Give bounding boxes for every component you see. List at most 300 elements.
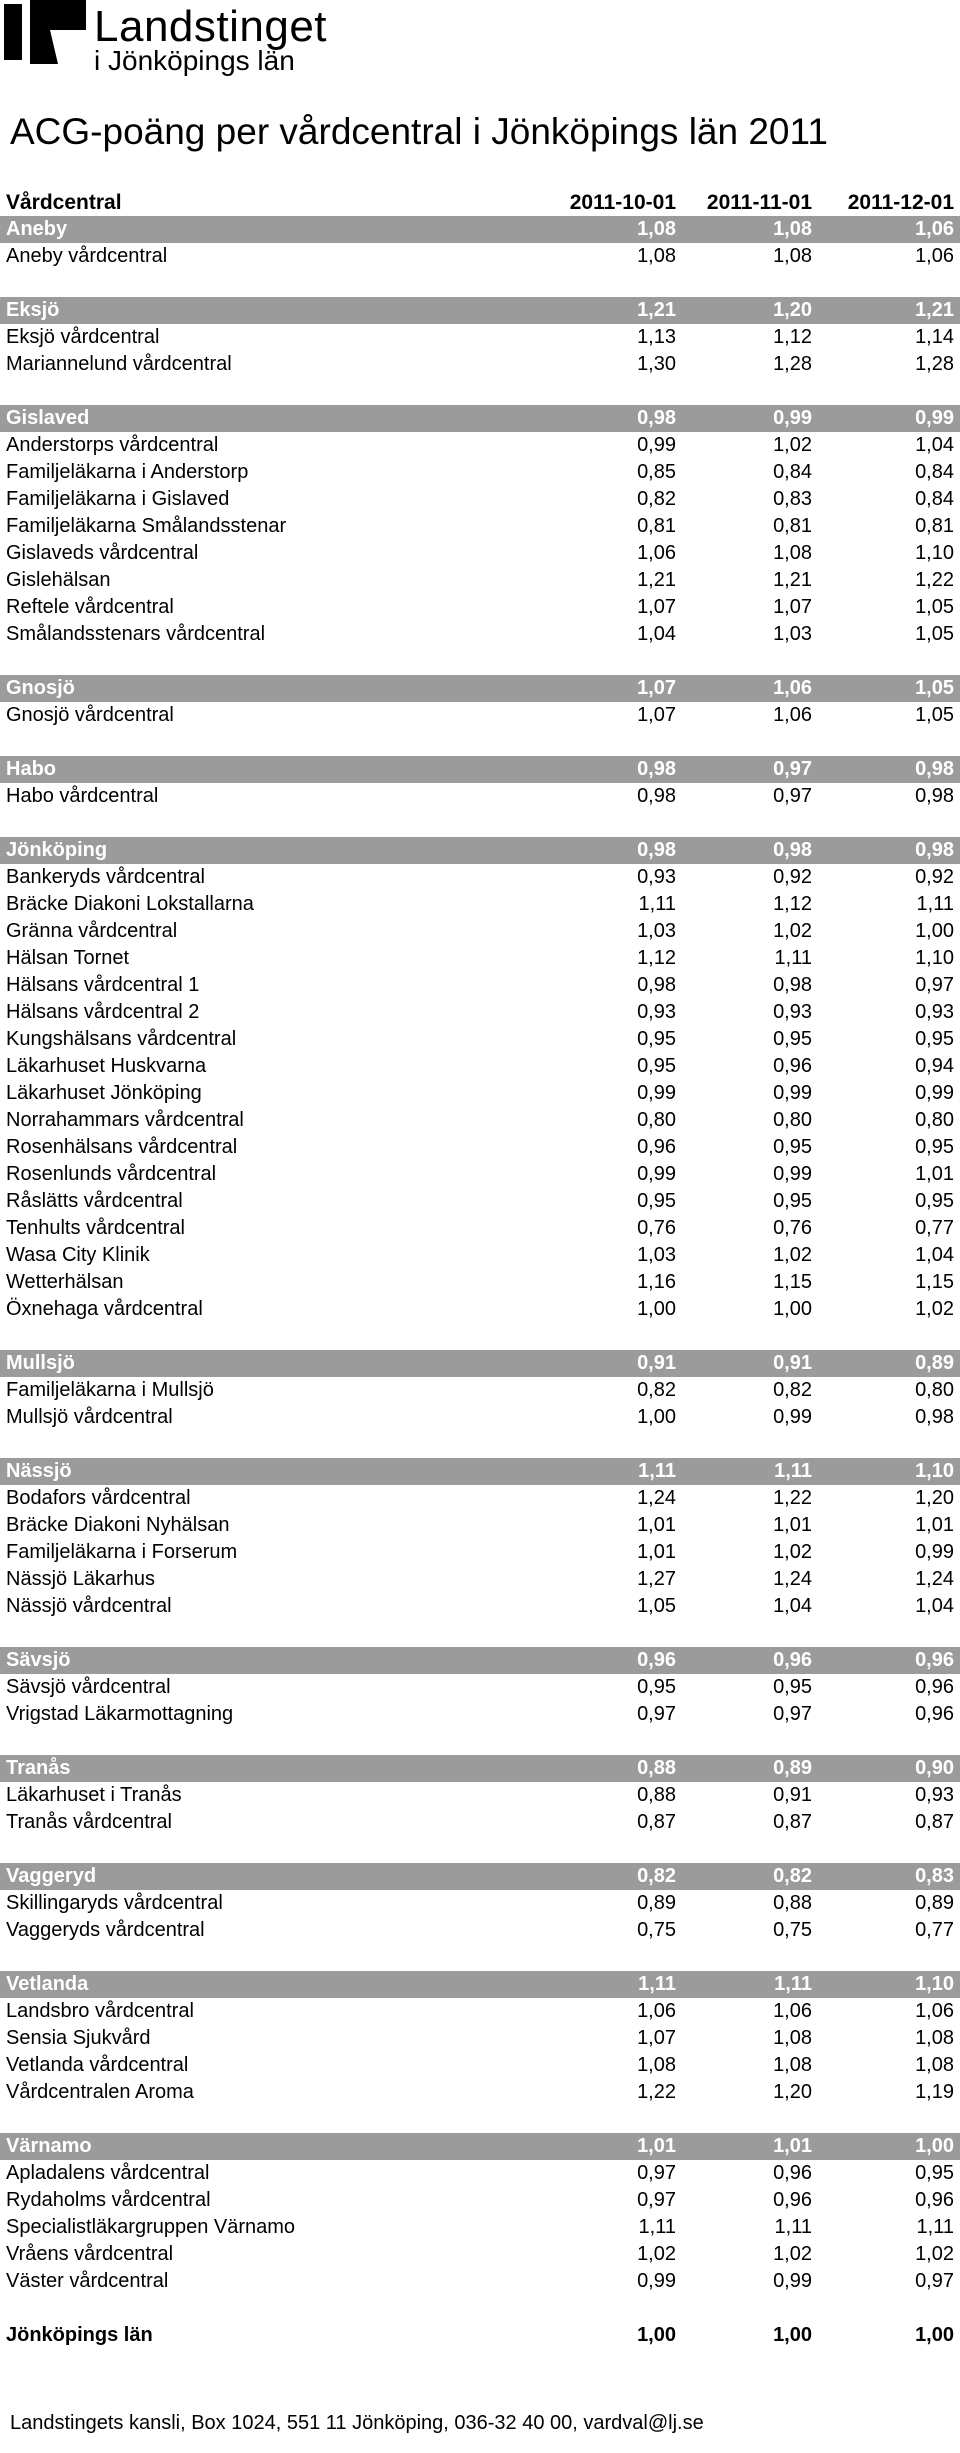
table-row	[0, 1917, 960, 1944]
acg-value: 0,95	[637, 1676, 676, 1698]
acg-value: 0,97	[682, 756, 818, 783]
acg-value: 1,04	[773, 1595, 812, 1617]
acg-value: 0,87	[915, 1811, 954, 1833]
vardcentral-name: Vrigstad Läkarmottagning	[6, 1703, 234, 1725]
vardcentral-name: Vetlanda vårdcentral	[6, 2054, 189, 2076]
acg-value: 1,11	[916, 2216, 954, 2238]
acg-value: 0,95	[773, 1190, 812, 1212]
acg-table	[0, 189, 960, 2349]
footer-contact: Landstingets kansli, Box 1024, 551 11 Jönköping, 036-32 40 00, vardval@lj.se	[10, 2412, 704, 2434]
group-row	[0, 1647, 960, 1674]
acg-value: 0,92	[773, 866, 812, 888]
acg-value: 1,08	[540, 216, 682, 243]
acg-value: 0,99	[637, 2270, 676, 2292]
column-header-2011-11-01: 2011-11-01	[706, 191, 812, 214]
acg-value: 0,95	[637, 1190, 676, 1212]
vardcentral-name: Eksjö vårdcentral	[6, 326, 160, 348]
spacer-row	[0, 2106, 960, 2133]
table-row	[0, 1377, 960, 1404]
table-row	[0, 351, 960, 378]
acg-value: 0,82	[637, 488, 676, 510]
vardcentral-name: Läkarhuset Jönköping	[6, 1082, 202, 1104]
acg-value: 0,88	[773, 1892, 812, 1914]
spacer-row	[0, 1728, 960, 1755]
acg-value: 0,96	[682, 1647, 818, 1674]
spacer-cell	[0, 810, 960, 837]
table-row	[0, 2079, 960, 2106]
acg-value: 0,97	[773, 1703, 812, 1725]
acg-value: 1,00	[637, 2324, 676, 2346]
acg-value: 0,98	[818, 837, 960, 864]
group-name: Gnosjö	[0, 675, 540, 702]
acg-value: 1,05	[915, 704, 954, 726]
group-name: Värnamo	[0, 2133, 540, 2160]
table-row	[0, 2241, 960, 2268]
table-row	[0, 621, 960, 648]
spacer-row	[0, 378, 960, 405]
acg-value: 1,02	[773, 1541, 812, 1563]
acg-value: 0,99	[773, 1163, 812, 1185]
group-name: Nässjö	[0, 1458, 540, 1485]
spacer-cell	[0, 1728, 960, 1755]
acg-value: 1,00	[773, 1298, 812, 1320]
group-row	[0, 1863, 960, 1890]
vardcentral-name: Habo vårdcentral	[6, 785, 159, 807]
vardcentral-name: Väster vårdcentral	[6, 2270, 169, 2292]
vardcentral-name: Anderstorps vårdcentral	[6, 434, 219, 456]
acg-value: 1,12	[637, 947, 676, 969]
group-name: Vetlanda	[0, 1971, 540, 1998]
table-row	[0, 324, 960, 351]
acg-value: 0,95	[773, 1136, 812, 1158]
spacer-cell	[0, 2106, 960, 2133]
group-row	[0, 2133, 960, 2160]
acg-value: 1,11	[916, 893, 954, 915]
group-name: Tranås	[0, 1755, 540, 1782]
acg-value: 1,08	[773, 542, 812, 564]
spacer-row	[0, 270, 960, 297]
vardcentral-name: Rydaholms vårdcentral	[6, 2189, 211, 2211]
spacer-cell	[0, 378, 960, 405]
acg-value: 1,11	[638, 2216, 676, 2238]
acg-value: 1,08	[773, 245, 812, 267]
acg-value: 1,06	[773, 2000, 812, 2022]
acg-value: 0,96	[540, 1647, 682, 1674]
acg-value: 0,99	[773, 2270, 812, 2292]
acg-value: 1,05	[818, 675, 960, 702]
group-row	[0, 216, 960, 243]
vardcentral-name: Rosenhälsans vårdcentral	[6, 1136, 238, 1158]
vardcentral-name: Hälsan Tornet	[6, 947, 130, 969]
acg-value: 1,24	[773, 1568, 812, 1590]
spacer-cell	[0, 1323, 960, 1350]
brand-subtitle: i Jönköpings län	[94, 45, 295, 76]
table-body	[0, 216, 960, 2349]
acg-value: 0,75	[637, 1919, 676, 1941]
table-row	[0, 1053, 960, 1080]
acg-value: 1,05	[637, 1595, 676, 1617]
vardcentral-name: Läkarhuset Huskvarna	[6, 1055, 207, 1077]
acg-value: 0,95	[915, 1190, 954, 1212]
vardcentral-name: Norrahammars vårdcentral	[6, 1109, 244, 1131]
acg-value: 1,10	[915, 542, 954, 564]
table-row	[0, 513, 960, 540]
acg-value: 1,08	[773, 2027, 812, 2049]
table-row	[0, 1188, 960, 1215]
column-header-vardcentral: Vårdcentral	[6, 191, 122, 214]
table-row	[0, 1134, 960, 1161]
acg-value: 1,00	[818, 2133, 960, 2160]
acg-value: 1,21	[773, 569, 812, 591]
acg-value: 0,81	[915, 515, 954, 537]
acg-value: 1,10	[915, 947, 954, 969]
acg-value: 0,96	[773, 1055, 812, 1077]
acg-value: 0,82	[773, 1379, 812, 1401]
acg-value: 1,21	[818, 297, 960, 324]
acg-value: 0,98	[682, 837, 818, 864]
vardcentral-name: Bräcke Diakoni Nyhälsan	[6, 1514, 230, 1536]
acg-value: 0,87	[773, 1811, 812, 1833]
acg-value: 1,06	[682, 675, 818, 702]
acg-value: 1,10	[818, 1458, 960, 1485]
acg-value: 0,91	[682, 1350, 818, 1377]
vardcentral-name: Wetterhälsan	[6, 1271, 124, 1293]
table-row	[0, 1701, 960, 1728]
acg-value: 1,21	[637, 569, 676, 591]
acg-value: 0,81	[637, 515, 676, 537]
table-row	[0, 459, 960, 486]
acg-value: 0,98	[637, 974, 676, 996]
vardcentral-name: Läkarhuset i Tranås	[6, 1784, 182, 1806]
group-row	[0, 1458, 960, 1485]
acg-value: 1,02	[773, 1244, 812, 1266]
spacer-row	[0, 1431, 960, 1458]
acg-value: 0,95	[915, 1028, 954, 1050]
acg-value: 0,96	[915, 2189, 954, 2211]
column-header-2011-12-01: 2011-12-01	[847, 191, 954, 214]
group-name: Sävsjö	[0, 1647, 540, 1674]
acg-value: 1,11	[682, 1971, 818, 1998]
spacer-row	[0, 648, 960, 675]
acg-value: 1,08	[682, 216, 818, 243]
acg-value: 1,16	[637, 1271, 676, 1293]
acg-value: 1,22	[773, 1487, 812, 1509]
table-row	[0, 1080, 960, 1107]
acg-value: 0,96	[818, 1647, 960, 1674]
acg-value: 1,24	[915, 1568, 954, 1590]
vardcentral-name: Familjeläkarna i Gislaved	[6, 488, 230, 510]
brand-name: Landstinget	[94, 2, 328, 51]
spacer-cell	[0, 648, 960, 675]
acg-value: 0,89	[637, 1892, 676, 1914]
vardcentral-name: Gislehälsan	[6, 569, 111, 591]
acg-value: 1,19	[915, 2081, 954, 2103]
vardcentral-name: Familjeläkarna Smålandsstenar	[6, 515, 287, 537]
acg-value: 0,96	[773, 2189, 812, 2211]
acg-value: 1,11	[774, 2216, 812, 2238]
acg-value: 0,96	[915, 1676, 954, 1698]
acg-value: 0,84	[915, 488, 954, 510]
acg-value: 0,84	[915, 461, 954, 483]
table-row	[0, 918, 960, 945]
table-row	[0, 945, 960, 972]
acg-value: 0,75	[773, 1919, 812, 1941]
acg-value: 1,05	[915, 596, 954, 618]
acg-value: 1,07	[637, 704, 676, 726]
spacer-row	[0, 1836, 960, 1863]
acg-value: 0,98	[540, 756, 682, 783]
vardcentral-name: Specialistläkargruppen Värnamo	[6, 2216, 296, 2238]
acg-value: 0,99	[915, 1541, 954, 1563]
acg-value: 1,06	[818, 216, 960, 243]
table-row	[0, 2268, 960, 2295]
table-row	[0, 1512, 960, 1539]
vardcentral-name: Reftele vårdcentral	[6, 596, 174, 618]
group-row	[0, 1755, 960, 1782]
acg-value: 1,01	[637, 1541, 676, 1563]
vardcentral-name: Rosenlunds vårdcentral	[6, 1163, 217, 1185]
acg-value: 1,02	[915, 2243, 954, 2265]
acg-value: 1,01	[540, 2133, 682, 2160]
acg-value: 1,00	[915, 920, 954, 942]
table-row	[0, 432, 960, 459]
acg-value: 1,06	[915, 2000, 954, 2022]
table-row	[0, 1269, 960, 1296]
acg-value: 0,99	[773, 1406, 812, 1428]
acg-value: 0,99	[818, 405, 960, 432]
acg-value: 1,04	[915, 434, 954, 456]
acg-value: 0,92	[915, 866, 954, 888]
acg-value: 0,98	[773, 974, 812, 996]
page-title: ACG-poäng per vårdcentral i Jönköpings län 2011	[10, 111, 828, 152]
table-row	[0, 1539, 960, 1566]
table-row	[0, 1215, 960, 1242]
table-row	[0, 702, 960, 729]
acg-value: 1,00	[773, 2324, 812, 2346]
acg-value: 1,05	[915, 623, 954, 645]
acg-value: 0,99	[637, 1082, 676, 1104]
acg-value: 1,01	[682, 2133, 818, 2160]
spacer-row	[0, 1620, 960, 1647]
group-name: Jönköpings län	[6, 2324, 153, 2346]
vardcentral-name: Familjeläkarna i Anderstorp	[6, 461, 249, 483]
acg-value: 1,30	[637, 353, 676, 375]
spacer-cell	[0, 1944, 960, 1971]
acg-value: 1,07	[637, 2027, 676, 2049]
vardcentral-name: Hälsans vårdcentral 2	[6, 1001, 200, 1023]
acg-value: 1,11	[638, 893, 676, 915]
acg-value: 0,93	[915, 1001, 954, 1023]
acg-value: 0,99	[637, 1163, 676, 1185]
group-name: Jönköping	[0, 837, 540, 864]
acg-value: 1,06	[915, 245, 954, 267]
acg-value: 0,89	[818, 1350, 960, 1377]
acg-value: 0,80	[915, 1379, 954, 1401]
acg-value: 1,11	[682, 1458, 818, 1485]
spacer-cell	[0, 270, 960, 297]
acg-value: 1,22	[637, 2081, 676, 2103]
table-row	[0, 1674, 960, 1701]
acg-value: 0,98	[915, 785, 954, 807]
acg-value: 0,91	[540, 1350, 682, 1377]
vardcentral-name: Öxnehaga vårdcentral	[6, 1298, 203, 1320]
total-row	[0, 2322, 960, 2349]
table-row	[0, 1890, 960, 1917]
table-row	[0, 540, 960, 567]
acg-value: 0,77	[915, 1217, 954, 1239]
acg-value: 0,85	[637, 461, 676, 483]
vardcentral-name: Sävsjö vårdcentral	[6, 1676, 171, 1698]
acg-value: 1,04	[915, 1244, 954, 1266]
vardcentral-name: Landsbro vårdcentral	[6, 2000, 194, 2022]
acg-value: 0,76	[773, 1217, 812, 1239]
acg-value: 0,87	[637, 1811, 676, 1833]
acg-value: 0,95	[773, 1028, 812, 1050]
group-name: Vaggeryd	[0, 1863, 540, 1890]
acg-value: 0,80	[637, 1109, 676, 1131]
group-name: Gislaved	[0, 405, 540, 432]
acg-value: 0,99	[637, 434, 676, 456]
vardcentral-name: Tenhults vårdcentral	[6, 1217, 185, 1239]
spacer-row	[0, 2295, 960, 2322]
acg-value: 1,02	[773, 920, 812, 942]
group-name: Habo	[0, 756, 540, 783]
acg-value: 0,82	[540, 1863, 682, 1890]
vardcentral-name: Gränna vårdcentral	[6, 920, 178, 942]
acg-value: 1,00	[915, 2324, 954, 2346]
acg-value: 1,21	[540, 297, 682, 324]
acg-value: 1,02	[773, 2243, 812, 2265]
table-row	[0, 1998, 960, 2025]
acg-value: 0,99	[915, 1082, 954, 1104]
acg-value: 0,99	[682, 405, 818, 432]
acg-value: 0,90	[818, 1755, 960, 1782]
acg-value: 0,98	[540, 405, 682, 432]
table-row	[0, 1782, 960, 1809]
vardcentral-name: Kungshälsans vårdcentral	[6, 1028, 237, 1050]
table-row	[0, 864, 960, 891]
vardcentral-name: Råslätts vårdcentral	[6, 1190, 183, 1212]
acg-value: 0,98	[818, 756, 960, 783]
spacer-cell	[0, 1620, 960, 1647]
acg-value: 1,27	[637, 1568, 676, 1590]
vardcentral-name: Skillingaryds vårdcentral	[6, 1892, 223, 1914]
column-header-2011-10-01: 2011-10-01	[569, 191, 676, 214]
vardcentral-name: Vaggeryds vårdcentral	[6, 1919, 205, 1941]
acg-value: 1,20	[915, 1487, 954, 1509]
acg-value: 1,13	[637, 326, 676, 348]
group-row	[0, 1971, 960, 1998]
vardcentral-name: Smålandsstenars vårdcentral	[6, 623, 266, 645]
acg-value: 0,76	[637, 1217, 676, 1239]
landstinget-emblem-icon	[0, 0, 86, 64]
acg-value: 0,97	[637, 2189, 676, 2211]
vardcentral-name: Familjeläkarna i Mullsjö	[6, 1379, 214, 1401]
acg-value: 1,28	[773, 353, 812, 375]
vardcentral-name: Mullsjö vårdcentral	[6, 1406, 173, 1428]
table-row	[0, 567, 960, 594]
acg-value: 0,83	[773, 488, 812, 510]
table-row	[0, 972, 960, 999]
acg-value: 0,83	[818, 1863, 960, 1890]
vardcentral-name: Gnosjö vårdcentral	[6, 704, 174, 726]
table-row	[0, 1404, 960, 1431]
table-row	[0, 891, 960, 918]
spacer-cell	[0, 729, 960, 756]
acg-value: 0,96	[637, 1136, 676, 1158]
table-row	[0, 1809, 960, 1836]
acg-value: 1,06	[637, 2000, 676, 2022]
spacer-row	[0, 1944, 960, 1971]
table-header-row	[0, 189, 960, 216]
logo	[0, 0, 360, 80]
acg-value: 0,97	[637, 2162, 676, 2184]
table-row	[0, 243, 960, 270]
spacer-row	[0, 1323, 960, 1350]
vardcentral-name: Wasa City Klinik	[6, 1244, 150, 1266]
group-row	[0, 405, 960, 432]
acg-value: 0,95	[637, 1055, 676, 1077]
vardcentral-name: Vråens vårdcentral	[6, 2243, 174, 2265]
acg-value: 1,08	[637, 245, 676, 267]
acg-value: 1,02	[915, 1298, 954, 1320]
acg-value: 1,11	[540, 1971, 682, 1998]
acg-value: 0,93	[637, 1001, 676, 1023]
acg-value: 1,07	[773, 596, 812, 618]
acg-value: 0,95	[915, 1136, 954, 1158]
acg-value: 1,22	[915, 569, 954, 591]
vardcentral-name: Apladalens vårdcentral	[6, 2162, 210, 2184]
acg-value: 0,77	[915, 1919, 954, 1941]
acg-value: 0,95	[773, 1676, 812, 1698]
acg-value: 0,96	[915, 1703, 954, 1725]
acg-value: 1,03	[637, 1244, 676, 1266]
group-row	[0, 1350, 960, 1377]
acg-value: 1,01	[915, 1514, 954, 1536]
acg-value: 1,07	[637, 596, 676, 618]
acg-value: 0,97	[915, 974, 954, 996]
acg-value: 0,95	[915, 2162, 954, 2184]
vardcentral-name: Bankeryds vårdcentral	[6, 866, 205, 888]
vardcentral-name: Bodafors vårdcentral	[6, 1487, 191, 1509]
group-row	[0, 837, 960, 864]
acg-value: 0,93	[915, 1784, 954, 1806]
acg-value: 1,24	[637, 1487, 676, 1509]
acg-value: 0,81	[773, 515, 812, 537]
acg-value: 1,00	[637, 1298, 676, 1320]
acg-value: 1,10	[818, 1971, 960, 1998]
acg-value: 0,96	[773, 2162, 812, 2184]
table-row	[0, 2025, 960, 2052]
acg-value: 1,07	[540, 675, 682, 702]
acg-value: 0,89	[682, 1755, 818, 1782]
acg-value: 0,99	[773, 1082, 812, 1104]
vardcentral-name: Aneby vårdcentral	[6, 245, 168, 267]
acg-value: 0,98	[915, 1406, 954, 1428]
acg-value: 0,97	[773, 785, 812, 807]
table-row	[0, 2187, 960, 2214]
acg-value: 1,04	[637, 623, 676, 645]
vardcentral-name: Sensia Sjukvård	[6, 2027, 151, 2049]
acg-value: 1,20	[682, 297, 818, 324]
table-row	[0, 1107, 960, 1134]
acg-value: 0,98	[637, 785, 676, 807]
acg-value: 0,82	[682, 1863, 818, 1890]
vardcentral-name: Nässjö vårdcentral	[6, 1595, 172, 1617]
table-row	[0, 1026, 960, 1053]
acg-value: 0,93	[637, 866, 676, 888]
group-name: Aneby	[0, 216, 540, 243]
